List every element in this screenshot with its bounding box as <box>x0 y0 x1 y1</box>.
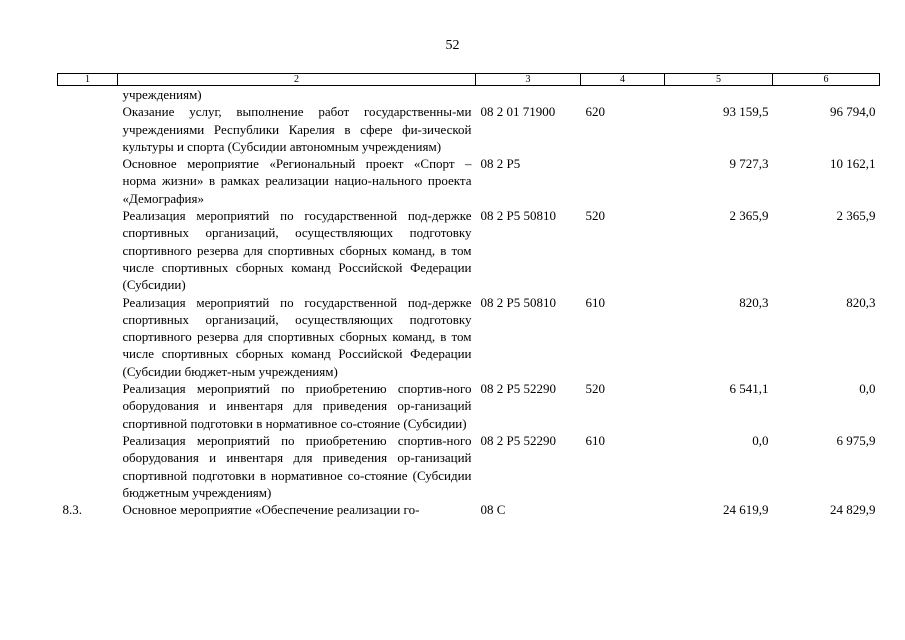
row-expense-type: 520 <box>585 381 605 397</box>
row-number <box>58 155 118 207</box>
column-header-2: 2 <box>118 74 476 86</box>
row-amount-col5: 6 541,1 <box>729 381 769 397</box>
table-row <box>58 380 880 432</box>
row-amount-col6: 0,0 <box>859 381 876 397</box>
row-number <box>58 103 118 155</box>
row-code: 08 2 P5 50810 <box>480 208 556 224</box>
table-row <box>58 432 880 501</box>
row-code: 08 C <box>480 502 506 518</box>
row-amount-col5: 820,3 <box>739 294 769 310</box>
column-header-3: 3 <box>476 74 581 86</box>
row-name: Реализация мероприятий по государственной под-держке спортивных организаций, осуществляющих подготовку спортивного резерва для спортивных сборных команд, в том числе спортивных сборных команд Российской Федерации (Субсидии бюджет-ным учреждениям) <box>122 294 472 379</box>
row-amount-col6: 10 162,1 <box>830 156 876 172</box>
row-name: Основное мероприятие «Обеспечение реализации го- <box>122 502 420 518</box>
row-expense-type <box>581 86 665 104</box>
table-row <box>58 501 880 518</box>
row-number <box>58 294 118 380</box>
row-amount-col5: 24 619,9 <box>723 502 769 518</box>
row-amount-col6: 820,3 <box>846 294 876 310</box>
row-amount-col6: 2 365,9 <box>836 208 876 224</box>
column-header-6: 6 <box>773 74 880 86</box>
row-name: Реализация мероприятий по приобретению спортив-ного оборудования и инвентаря для приведения ор-ганизаций спортивной подготовки в нормативное со-стояние (Субсидии) <box>122 381 472 431</box>
row-amount-col5: 0,0 <box>752 432 769 448</box>
table-row <box>58 155 880 207</box>
row-number <box>58 207 118 293</box>
row-number <box>58 380 118 432</box>
row-name: учреждениям) <box>122 87 202 102</box>
table-row <box>58 103 880 155</box>
row-amount-col6 <box>773 86 880 104</box>
row-name: Основное мероприятие «Региональный проект «Спорт – норма жизни» в рамках реализации нацио-нального проекта «Демография» <box>122 156 472 206</box>
row-number <box>58 432 118 501</box>
row-code: 08 2 P5 52290 <box>480 432 556 448</box>
table-row <box>58 86 880 104</box>
table-row <box>58 294 880 380</box>
row-amount-col6: 6 975,9 <box>836 432 876 448</box>
column-header-5: 5 <box>665 74 773 86</box>
budget-table <box>57 73 880 518</box>
row-code: 08 2 P5 <box>480 156 521 172</box>
column-header-1: 1 <box>58 74 118 86</box>
table-row <box>58 207 880 293</box>
row-number <box>58 86 118 104</box>
row-name: Оказание услуг, выполнение работ государственны-ми учреждениями Республики Карелия в сфере фи-зической культуры и спорта (Субсидии автономным учреждениям) <box>122 104 472 154</box>
row-expense-type: 610 <box>585 432 605 448</box>
row-expense-type <box>581 155 665 207</box>
row-expense-type <box>581 501 665 518</box>
row-number: 8.3. <box>62 502 82 518</box>
page-number: 52 <box>445 38 460 53</box>
row-amount-col5: 9 727,3 <box>729 156 769 172</box>
row-expense-type: 520 <box>585 208 605 224</box>
row-amount-col5 <box>665 86 773 104</box>
row-name: Реализация мероприятий по приобретению спортив-ного оборудования и инвентаря для приведения ор-ганизаций спортивной подготовки в нормативное со-стояние (Субсидии бюджетным учреждениям) <box>122 432 472 500</box>
row-expense-type: 610 <box>585 294 605 310</box>
row-amount-col5: 2 365,9 <box>729 208 769 224</box>
row-name: Реализация мероприятий по государственной под-держке спортивных организаций, осуществляющих подготовку спортивного резерва для спортивных сборных команд, в том числе спортивных сборных команд Российской Федерации (Субсидии) <box>122 208 472 293</box>
column-header-4: 4 <box>581 74 665 86</box>
column-number-header-row <box>58 74 880 86</box>
row-amount-col5: 93 159,5 <box>723 104 769 120</box>
row-code: 08 2 P5 50810 <box>480 294 556 310</box>
row-code: 08 2 P5 52290 <box>480 381 556 397</box>
row-amount-col6: 96 794,0 <box>830 104 876 120</box>
row-amount-col6: 24 829,9 <box>830 502 876 518</box>
row-expense-type: 620 <box>585 104 605 120</box>
row-code <box>476 86 581 104</box>
row-code: 08 2 01 71900 <box>480 104 556 120</box>
